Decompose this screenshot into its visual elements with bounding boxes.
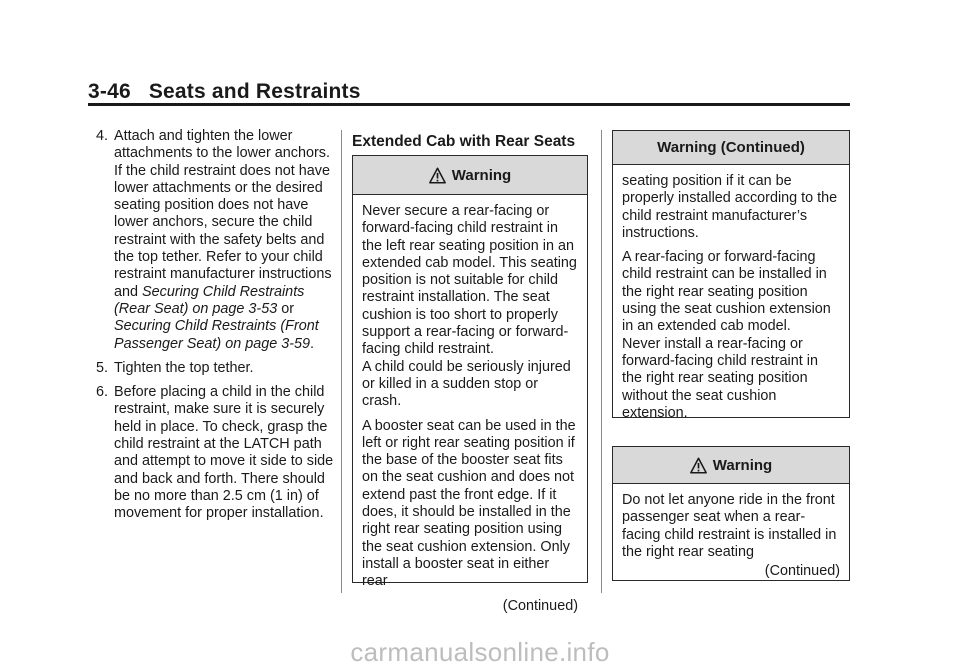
warning-box-2	[612, 446, 850, 581]
warning-box-header	[353, 156, 587, 195]
header-rule	[88, 103, 850, 106]
warning-paragraph: Do not let anyone ride in the front passenger seat when a rear-facing child restraint is installed in the right rear seating	[622, 492, 837, 560]
column-divider-1	[341, 130, 342, 593]
step-text	[114, 128, 334, 353]
left-column	[96, 128, 334, 530]
warning-title: Warning	[451, 166, 512, 184]
warning-icon	[429, 167, 446, 184]
warning-paragraph: A booster seat can be used in the left or right rear seating position if the base of the booster seat fits on the seat cushion and does not extend past the front edge. If it does, it should be installed in the right rear seating position using the seat cushion extension. Only install a booster seat in either rear	[362, 417, 576, 590]
reference-link-rear-seat[interactable]: Securing Child Restraints (Rear Seat) on page 3-53	[114, 283, 305, 317]
step-number: 4.	[96, 128, 109, 144]
step-number: 6.	[96, 384, 109, 401]
warning-box-2-body	[613, 484, 849, 580]
reference-link-front-seat[interactable]: Securing Child Restraints (Front Passenger Seat) on page 3-59	[114, 318, 319, 352]
warning-icon	[690, 457, 707, 474]
section-title: Seats and Restraints	[148, 80, 361, 103]
warning-box-2-header	[613, 447, 849, 484]
warning-continued-box	[612, 130, 850, 421]
page-header	[88, 80, 361, 104]
warning-text: A rear-facing or forward-facing child restraint can be installed in the right rear seating position using the seat cushion extension in an extended cab model.	[622, 249, 831, 335]
continued-label: (Continued)	[764, 563, 840, 580]
warning-box-body	[353, 195, 587, 615]
warning-continued-body	[613, 165, 849, 422]
watermark: carmanualsonline.info	[350, 637, 610, 667]
step-text-body: Attach and tighten the lower attachments to the lower anchors. If the child restraint does not have lower attachments or the desired seating position does not have lower anchors, secure the child restraint with the safety belts and the top tether. Refer to your child restraint manufacturer instructions and	[114, 128, 332, 300]
warning-text: Never install a rear-facing or forward-facing child restraint in the right rear seating position without the seat cushion extension.	[622, 335, 818, 421]
step-text-end: .	[310, 335, 315, 352]
warning-paragraph	[622, 249, 840, 422]
warning-box	[352, 155, 588, 614]
warning-text: A child could be seriously injured or killed in a sudden stop or crash.	[362, 358, 571, 410]
step-5	[96, 360, 334, 377]
section-heading: Extended Cab with Rear Seats	[352, 133, 576, 150]
step-text: Before placing a child in the child restraint, make sure it is securely held in place. To check, grasp the child restraint at the LATCH path and attempt to move it side to side and back and forth. There should be no more than 2.5 cm (1 in) of movement for proper installation.	[114, 384, 334, 522]
step-number: 5.	[96, 359, 109, 376]
step-text: Tighten the top tether.	[114, 359, 254, 376]
warning-continued-header: Warning (Continued)	[613, 131, 849, 165]
warning-title: Warning	[712, 456, 773, 474]
continued-label: (Continued)	[502, 597, 578, 614]
step-text-mid: or	[277, 300, 294, 317]
column-divider-2	[601, 130, 602, 593]
page-number: 3-46	[88, 80, 131, 103]
warning-paragraph: seating position if it can be properly installed according to the child restraint manufacturer’s instructions.	[622, 173, 838, 241]
warning-text: Never secure a rear-facing or forward-facing child restraint in the left rear seating position in an extended cab model. This seating position is not suitable for child restraint installation. The seat cushion is too short to properly support a rear-facing or forward-facing child restraint.	[362, 203, 577, 358]
warning-paragraph	[362, 203, 578, 411]
step-4	[96, 128, 334, 353]
step-6	[96, 384, 334, 522]
